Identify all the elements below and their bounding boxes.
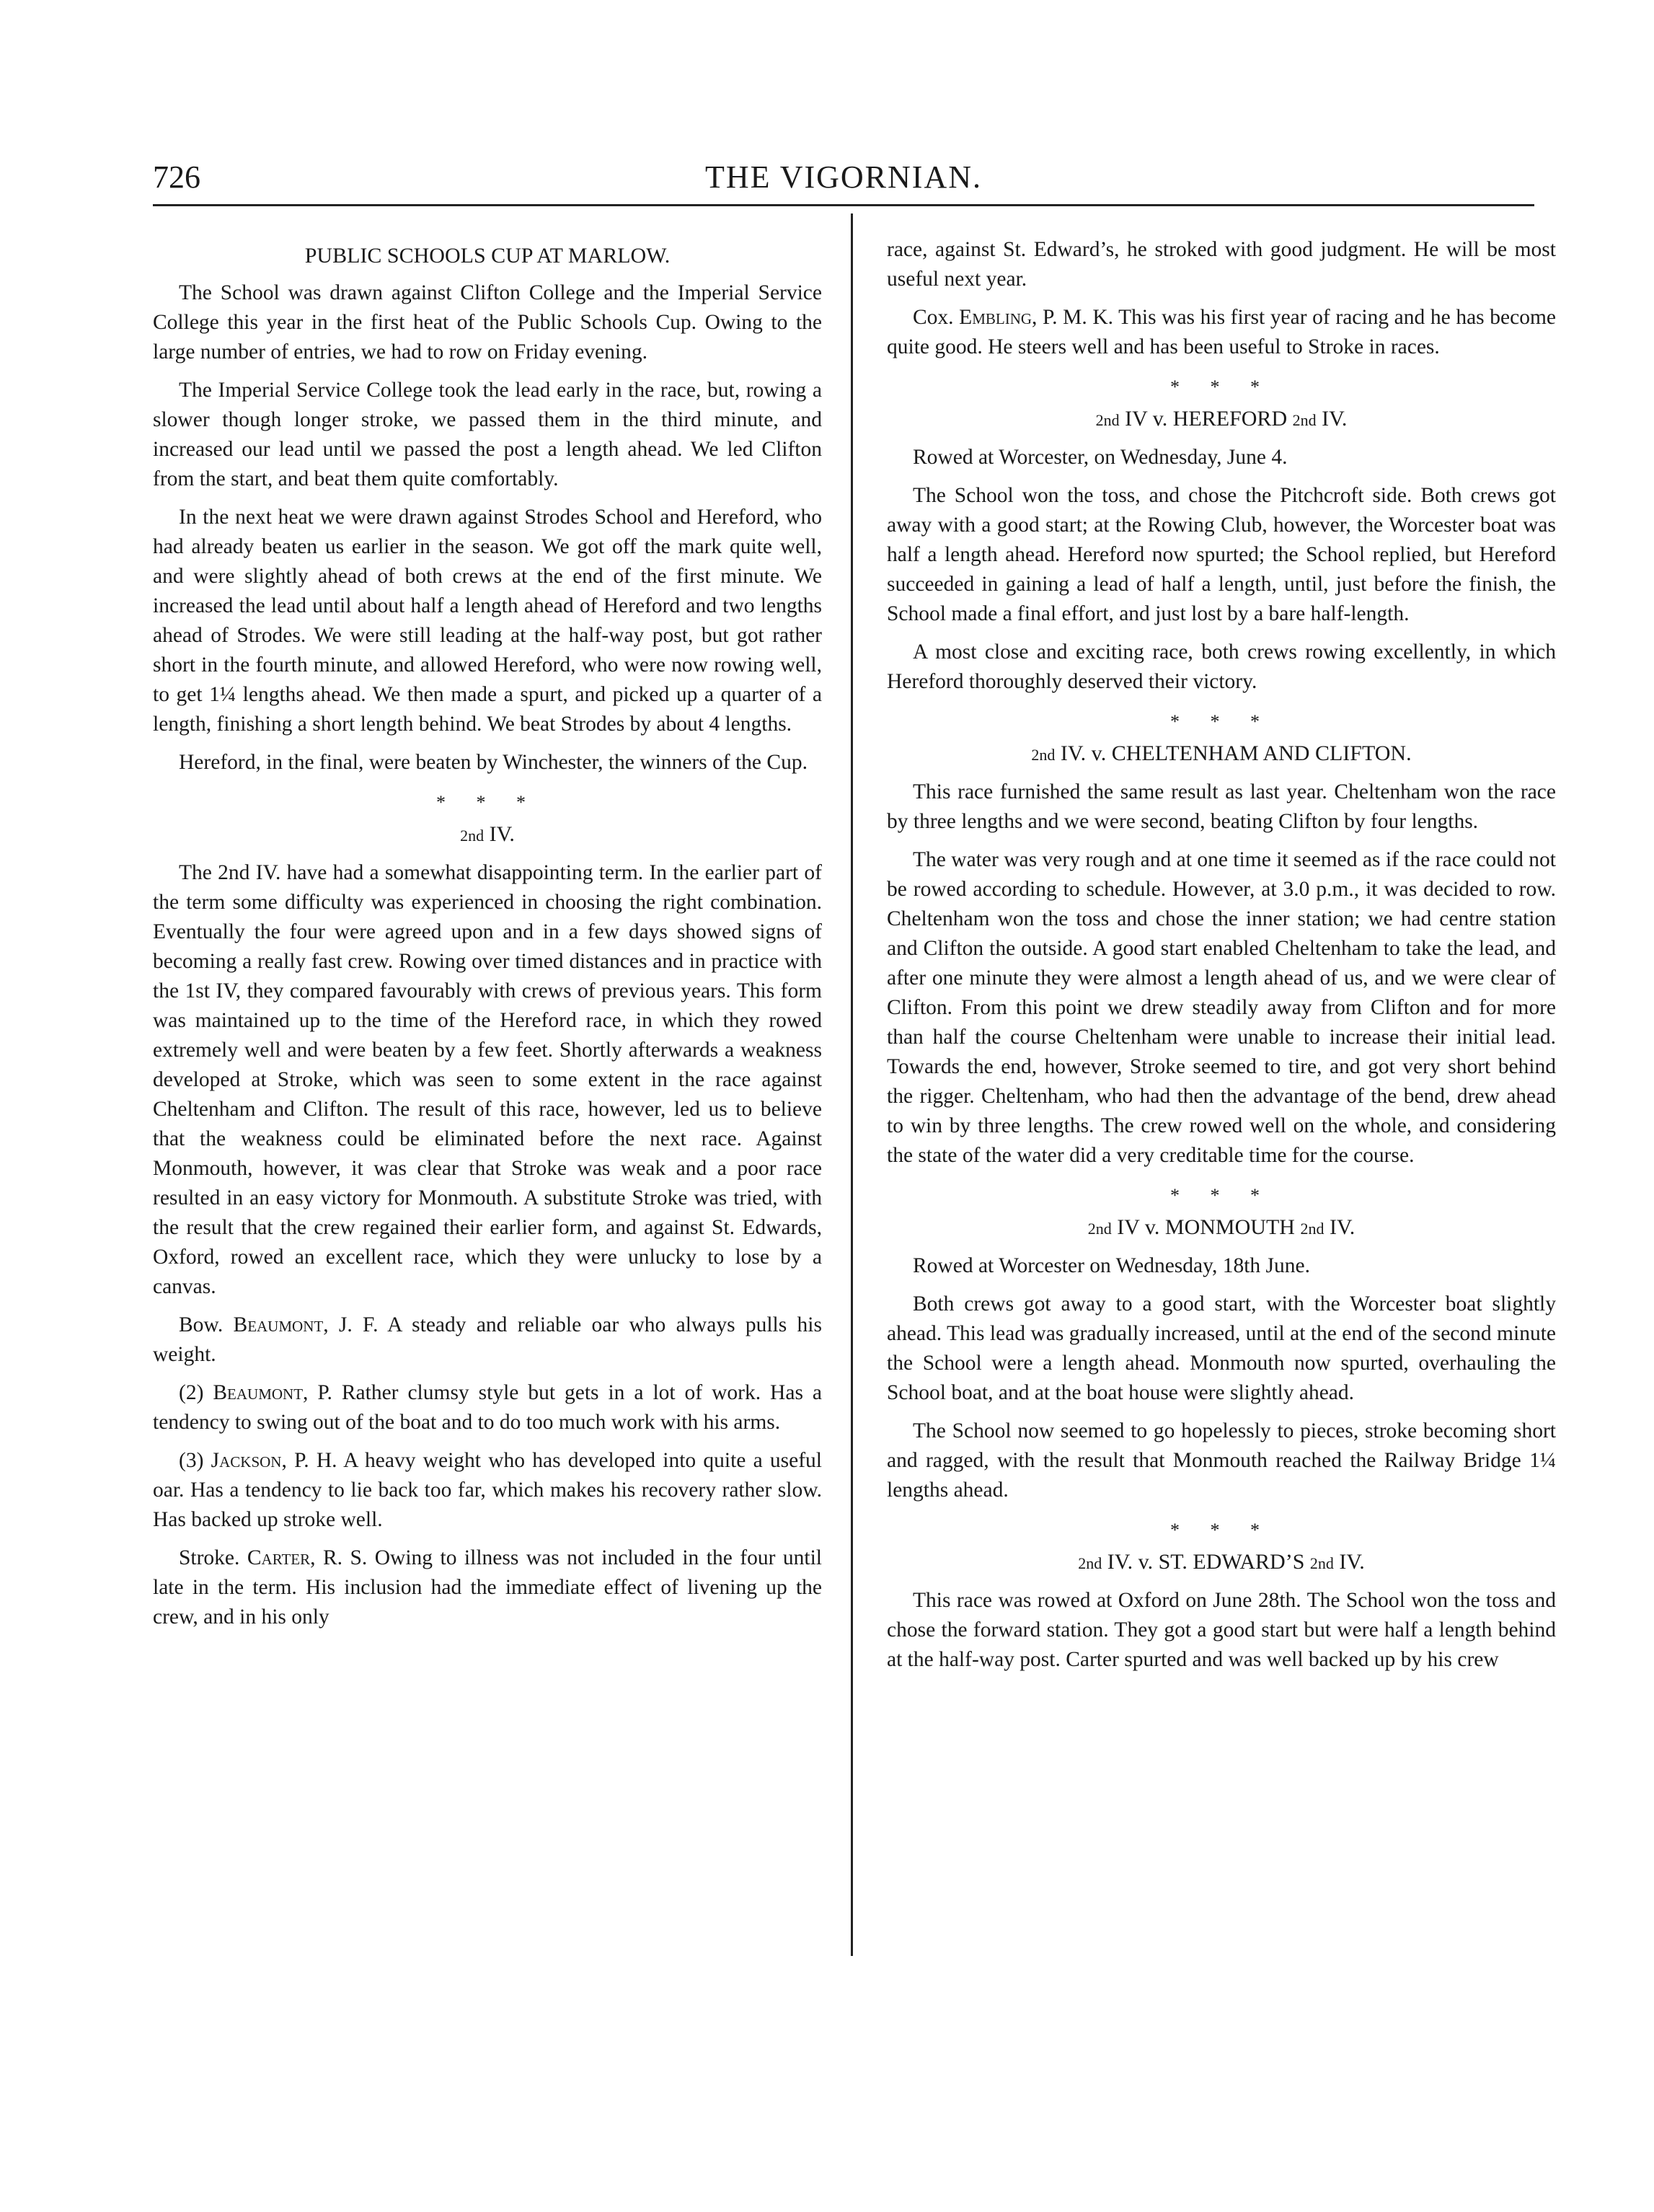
heading-text: IV. [1316, 407, 1348, 431]
crew-description: , J. F. A steady and reliable oar who always pulls his weight. [153, 1313, 822, 1366]
paragraph: The Imperial Service College took the lead early in the race, but, rowing a slower though longer stroke, we passed them in the third minute, and increased our lead until we passed the post a length ahead. We led Clifton from the start, and beat them quite comfortably. [153, 379, 822, 490]
paragraph: A most close and exciting race, both crews rowing excellently, in which Hereford thoroughly deserved their victory. [887, 640, 1556, 693]
heading-text: IV v. HEREFORD [1119, 407, 1293, 431]
heading-smallcaps: 2nd [1031, 746, 1056, 764]
heading-st-edwards [887, 1547, 1556, 1579]
section-separator: * * * [1170, 711, 1273, 732]
heading-smallcaps: 2nd [1292, 411, 1317, 429]
crew-position: (3) [179, 1449, 211, 1472]
crew-description: , R. S. Owing to illness was not included in the four until late in the term. His inclusion had the immediate effect of livening up the crew, and in his only [153, 1546, 822, 1629]
crew-position: (2) [179, 1381, 213, 1404]
crew-entry-two [153, 1378, 822, 1437]
heading-smallcaps: 2nd [460, 827, 485, 845]
section-separator: * * * [1170, 376, 1273, 397]
heading-text: IV. [484, 822, 515, 846]
paragraph: Rowed at Worcester on Wednesday, 18th June. [913, 1254, 1310, 1277]
paragraph: Both crews got away to a good start, with the Worcester boat slightly ahead. This lead was gradually increased, until at the end of the second minute the School were a length ahead. Monmouth now spurted, overhauling the School boat, and at the boat house were slightly ahead. [887, 1292, 1556, 1404]
heading-public-schools-cup: PUBLIC SCHOOLS CUP AT MARLOW. [304, 244, 671, 268]
heading-text: IV. v. ST. EDWARD’S [1102, 1550, 1310, 1574]
crew-entry-cox [887, 303, 1556, 362]
paragraph: The School was drawn against Clifton College and the Imperial Service College this year in the first heat of the Public Schools Cup. Owing to the large number of entries, we had to row on Friday evening. [153, 281, 822, 363]
heading-text: IV. [1324, 1215, 1356, 1239]
paragraph: The School now seemed to go hopelessly to pieces, stroke becoming short and ragged, with the result that Monmouth reached the Railway Bridge 1¼ lengths ahead. [887, 1419, 1556, 1502]
section-separator: * * * [1170, 1520, 1273, 1541]
heading-smallcaps: 2nd [1309, 1554, 1334, 1572]
left-column [153, 238, 822, 1641]
paragraph: Rowed at Worcester, on Wednesday, June 4. [913, 446, 1288, 469]
heading-text: IV v. MONMOUTH [1111, 1215, 1301, 1239]
crew-entry-three [153, 1446, 822, 1535]
crew-name: Carter [247, 1546, 311, 1569]
crew-description: , P. Rather clumsy style but gets in a lot of work. Has a tendency to swing out of the boat and to do too much work with his arms. [153, 1381, 822, 1434]
heading-cheltenham [887, 739, 1556, 770]
right-column [887, 235, 1556, 1683]
heading-smallcaps: 2nd [1087, 1220, 1112, 1238]
column-divider [851, 213, 853, 1956]
paragraph: race, against St. Edward’s, he stroked with good judgment. He will be most useful next year. [887, 238, 1556, 291]
heading-smallcaps: 2nd [1095, 411, 1120, 429]
crew-description: , P. H. A heavy weight who has developed into quite a useful oar. Has a tendency to lie back too far, which makes his recovery rather slow. Has backed up stroke well. [153, 1449, 822, 1531]
heading-text: IV. v. CHELTENHAM AND CLIFTON. [1055, 741, 1412, 765]
running-title: THE VIGORNIAN. [704, 159, 983, 195]
crew-name: Beaumont [233, 1313, 324, 1336]
crew-position: Bow. [179, 1313, 234, 1336]
crew-name: Jackson [211, 1449, 282, 1472]
page-number: 726 [153, 159, 200, 195]
crew-name: Embling [959, 306, 1032, 329]
page-header [153, 157, 1534, 201]
paragraph: This race was rowed at Oxford on June 28th. The School won the toss and chose the forward station. They got a good start but were half a length behind at the half-way post. Carter spurted and was well backed up by his crew [887, 1589, 1556, 1671]
paragraph: The School won the toss, and chose the Pitchcroft side. Both crews got away with a good start; at the Rowing Club, however, the Worcester boat was half a length ahead. Hereford now spurted; the School replied, but Hereford succeeded in gaining a lead of half a length, until, just before the finish, the School made a final effort, and just lost by a bare half-length. [887, 484, 1556, 625]
paragraph: This race furnished the same result as last year. Cheltenham won the race by three lengths and we were second, beating Clifton by four lengths. [887, 780, 1556, 833]
heading-hereford [887, 404, 1556, 436]
section-separator: * * * [1170, 1185, 1273, 1206]
crew-name: Beaumont [213, 1381, 304, 1404]
crew-description: , P. M. K. This was his first year of racing and he has become quite good. He steers well and has been useful to Stroke in races. [887, 306, 1556, 358]
crew-entry-bow [153, 1310, 822, 1370]
heading-smallcaps: 2nd [1300, 1220, 1324, 1238]
heading-smallcaps: 2nd [1078, 1554, 1102, 1572]
header-rule [153, 204, 1534, 206]
paragraph: The 2nd IV. have had a somewhat disappointing term. In the earlier part of the term some difficulty was experienced in choosing the right combination. Eventually the four were agreed upon and in a few days showed signs of becoming a really fast crew. Rowing over timed distances and in practice with the 1st IV, they compared favourably with crews of previous years. This form was maintained up to the time of the Hereford race, in which they rowed extremely well and were beaten by a few feet. Shortly afterwards a weakness developed at Stroke, which was seen to some extent in the race against Cheltenham and Clifton. The result of this race, however, led us to believe that the weakness could be eliminated before the next race. Against Monmouth, however, it was clear that Stroke was weak and a poor race resulted in an easy victory for Monmouth. A substitute Stroke was tried, with the result that the crew regained their earlier form, and against St. Edwards, Oxford, rowed an excellent race, which they were unlucky to lose by a canvas. [153, 861, 822, 1298]
paragraph: The water was very rough and at one time it seemed as if the race could not be rowed according to schedule. However, at 3.0 p.m., it was decided to row. Cheltenham won the toss and chose the inner station; we had centre station and Clifton the outside. A good start enabled Cheltenham to take the lead, and after one minute they were almost a length ahead of us, and we were clear of Clifton. From this point we drew steadily away from Clifton and for more than half the course Cheltenham were unable to increase their initial lead. Towards the end, however, Stroke seemed to tire, and got very short behind the rigger. Cheltenham, who had then the advantage of the bend, drew ahead to win by three lengths. The crew rowed well on the whole, and considering the state of the water did a very creditable time for the course. [887, 848, 1556, 1167]
heading-text: IV. [1333, 1550, 1365, 1574]
crew-entry-stroke [153, 1543, 822, 1632]
heading-2nd-iv [153, 819, 822, 851]
crew-position: Cox. [913, 306, 960, 329]
paragraph: In the next heat we were drawn against Strodes School and Hereford, who had already beaten us earlier in the season. We got off the mark quite well, and were slightly ahead of both crews at the end of the first minute. We increased the lead until about half a length ahead of Hereford and two lengths ahead of Strodes. We were still leading at the half-way post, but got rather short in the fourth minute, and allowed Hereford, who were now rowing well, to get 1¼ lengths ahead. We then made a spurt, and picked up a quarter of a length, finishing a short length behind. We beat Strodes by about 4 lengths. [153, 506, 822, 736]
section-separator: * * * [436, 792, 539, 813]
heading-monmouth [887, 1212, 1556, 1244]
crew-position: Stroke. [179, 1546, 247, 1569]
paragraph: Hereford, in the final, were beaten by Winchester, the winners of the Cup. [179, 751, 808, 774]
